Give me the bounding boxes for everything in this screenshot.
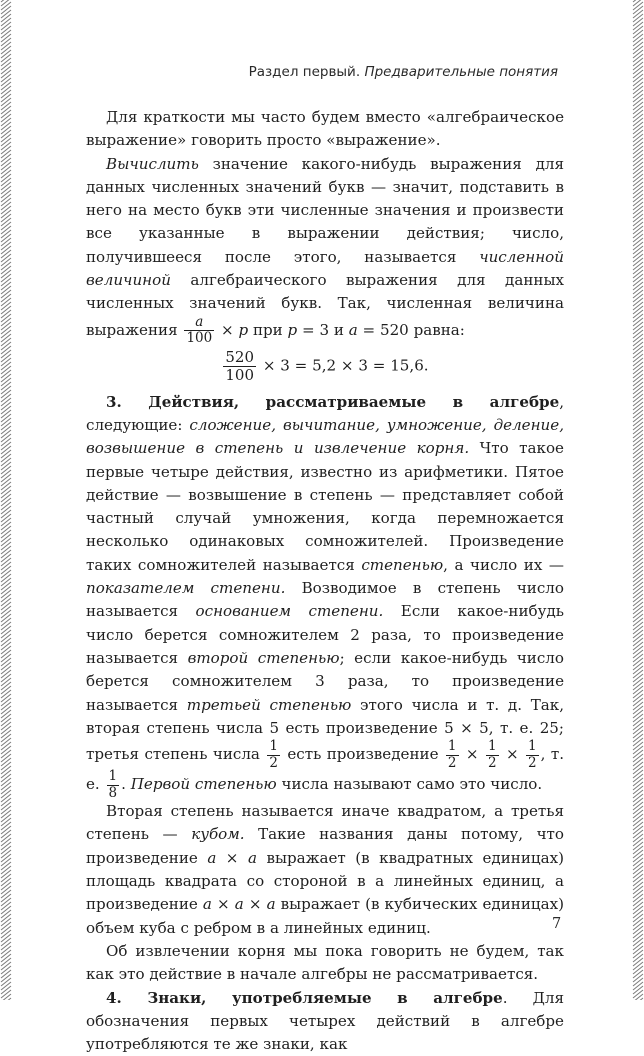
section-heading-4: 4. Знаки, употребляемые в алгебре [106,989,503,1007]
text: выражает (в кубических единицах) объем куба с ребром в a линейных единиц. [86,895,564,936]
text: . [121,775,131,793]
fraction-denominator: 2 [526,756,539,771]
text: значение какого-нибудь выражения для данных численных значений букв — значит, подставить в него на место букв эти численные значения и произвести все указанные в выражении действия; число, получившееся после этого, называется [86,155,564,266]
term-cube: кубом. [191,825,244,843]
fraction-denominator: 2 [267,756,280,771]
page-edge-right [632,0,644,1000]
term-base: основанием степени. [196,602,384,620]
fraction-numerator: 1 [446,740,459,756]
text: × [216,321,238,339]
text: . Для обозначения первых четырех действий в алгебре употребляются те же знаки, как [86,989,564,1054]
section-heading-3: 3. Действия, рассматриваемые в алгебре [106,393,559,411]
text: = 520 равна: [358,321,465,339]
fraction-numerator: 1 [267,740,280,756]
text: = 3 и [297,321,349,339]
paragraph-6 [86,987,564,1056]
formula-rest: × 3 = 5,2 × 3 = 15,6. [258,356,429,374]
header-section: Раздел первый. [249,64,361,80]
text: , а число их — [443,556,564,574]
text: Что такое первые четыре действия, известно из арифметики. Пятое действие — возвышение в степень — представляет собой частный случай умножения, когда перемножается несколько одинаковых сомножителей. Произведение таких сомножителей называется [86,439,564,573]
fraction-a-over-100 [184,316,214,346]
paragraph-2 [86,153,564,346]
expr-a-times-a: a × a [207,849,257,867]
fraction-denominator: 2 [486,756,499,771]
term-power: степенью [361,556,443,574]
paragraph-4 [86,800,564,940]
fraction-denominator: 8 [107,786,120,801]
fraction-denominator: 2 [446,756,459,771]
page-number: 7 [552,916,561,932]
display-formula [86,350,564,383]
text: алгебраического выражения для данных численных значений букв. Так, численная величина выражения [86,271,564,339]
page-body [86,106,564,1056]
paragraph-1 [86,106,564,153]
expr-a-times-a-times-a: a × a × a [203,895,276,913]
page-edge-left [0,0,12,1000]
paragraph-1-text: Для краткости мы часто будем вместо «алгебраическое выражение» говорить просто «выражение». [86,108,564,149]
text: × [461,745,484,763]
text: при [248,321,287,339]
term-exponent: показателем степени. [86,579,285,597]
fraction-numerator: 1 [486,740,499,756]
text: есть произведение [282,745,444,763]
text: , следующие: [86,393,564,434]
running-header [249,64,558,80]
text: Такие названия даны потому, что произведение [86,825,564,866]
term-numeric-value: численной величиной [86,248,564,289]
fraction-one-half [486,740,499,770]
fraction-520-over-100 [223,350,256,383]
text: выражает (в квадратных единицах) площадь квадрата со стороной в a линейных единиц, а произведение [86,849,564,914]
fraction-numerator: a [184,316,214,332]
fraction-denominator: 100 [223,367,256,383]
fraction-numerator: 520 [223,350,256,367]
text: Если какое-нибудь число берется сомножителем 2 раза, то произведение называется [86,602,564,667]
var-p: p [288,321,298,339]
fraction-numerator: 1 [526,740,539,756]
text: Об извлечении корня мы пока говорить не будем, так как это действие в начале алгебры не рассматривается. [86,942,564,983]
term-third-power: третьей степенью [187,696,352,714]
term-second-power: второй степенью [188,649,340,667]
fraction-one-half [267,740,280,770]
text: × [501,745,524,763]
text: этого числа и т. д. Так, вторая степень числа 5 есть произведение 5 × 5, т. е. 25; третья степень числа [86,696,564,764]
fraction-one-eighth [107,770,120,800]
term-vychislit: Вычислить [106,155,199,173]
text: числа называют само это число. [277,775,543,793]
var-a: a [349,321,358,339]
fraction-numerator: 1 [107,770,120,786]
fraction-one-half [446,740,459,770]
header-subtitle: Предварительные понятия [364,64,558,80]
fraction-one-half [526,740,539,770]
paragraph-5 [86,940,564,987]
var-p: p [238,321,248,339]
fraction-denominator: 100 [184,331,214,346]
text: ; если какое-нибудь число берется сомножителем 3 раза, то произведение называется [86,649,564,714]
paragraph-3 [86,391,564,800]
text: Вторая степень называется иначе квадратом, а третья степень — [86,802,564,843]
term-first-power: Первой степенью [131,775,277,793]
text: Возводимое в степень число называется [86,579,564,620]
text: , т. е. [86,745,564,793]
term-operations: сложение, вычитание, умножение, деление, возвышение в степень и извлечение корня. [86,416,564,457]
